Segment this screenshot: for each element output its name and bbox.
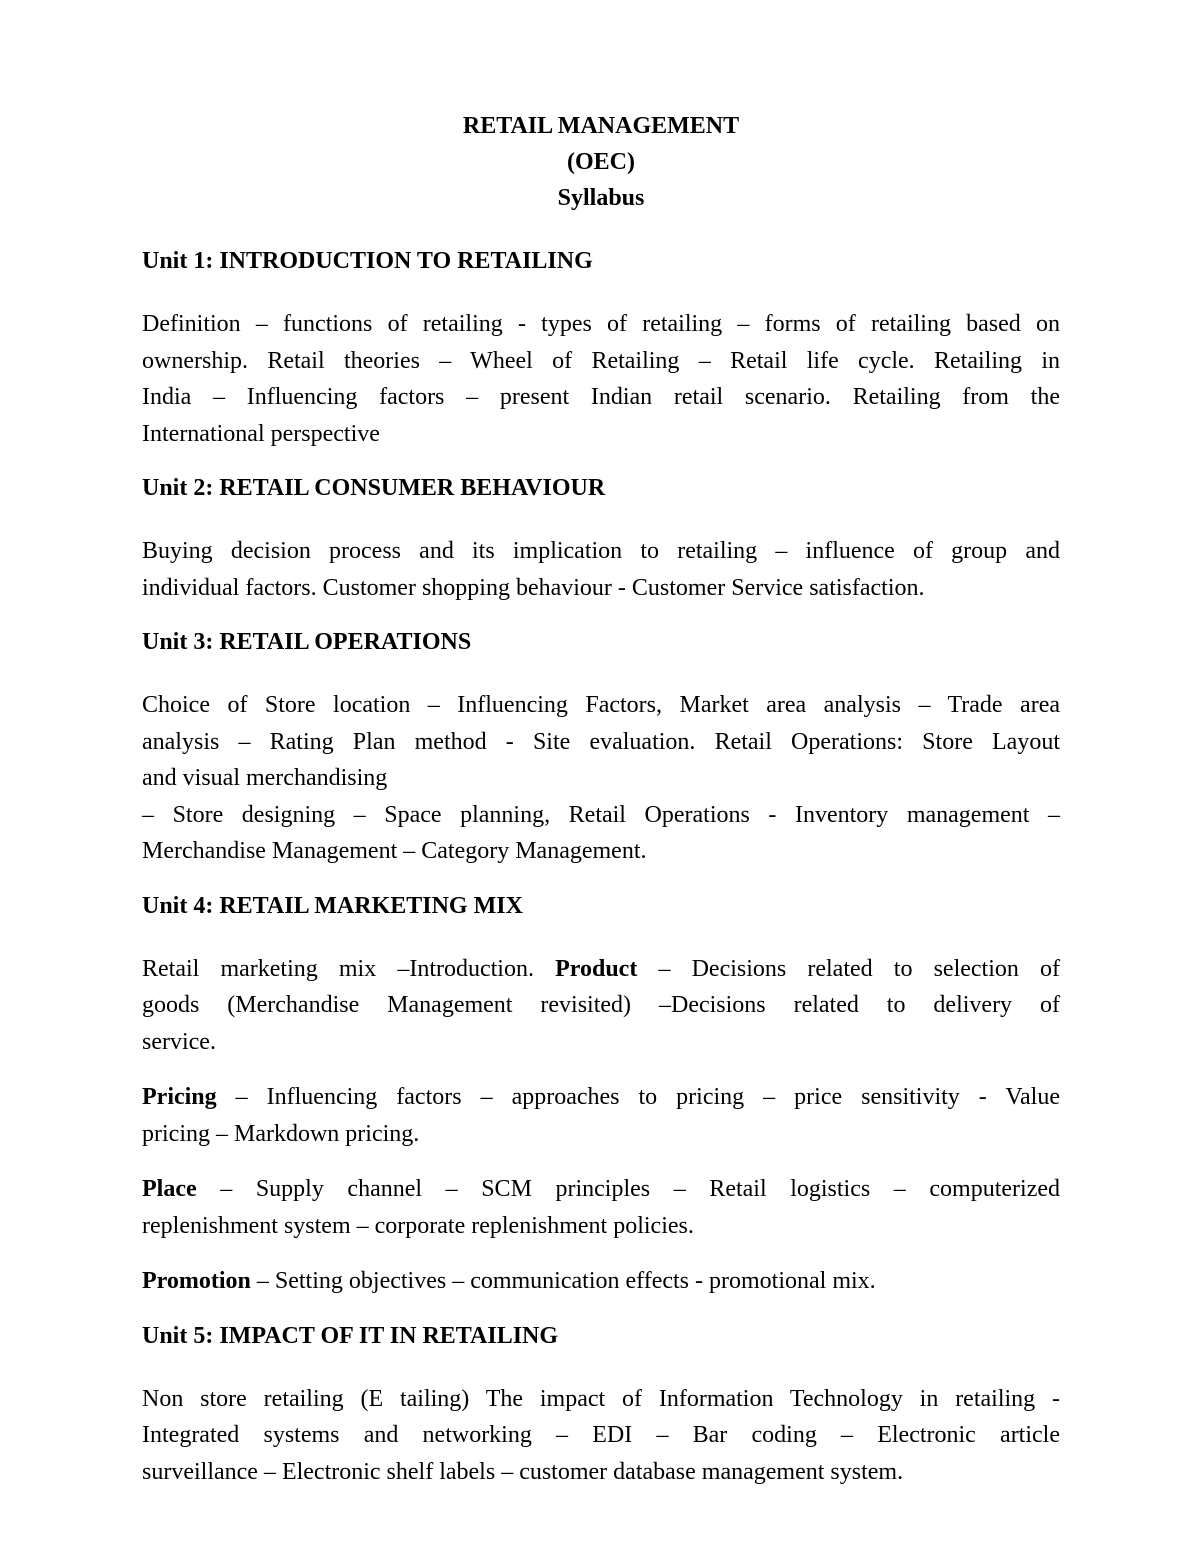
unit-5-line: surveillance – Electronic shelf labels – customer database management system. (142, 1458, 904, 1485)
unit-3-line: and visual merchandising (142, 765, 388, 791)
product-text: – Decisions related to selection of (637, 955, 1060, 982)
unit-5-line: Integrated systems and networking – EDI – Bar coding – Electronic article (142, 1422, 1060, 1448)
unit-3-line: Choice of Store location – Influencing Factors, Market area analysis – Trade area (142, 692, 1060, 718)
unit-3-line: analysis – Rating Plan method - Site evaluation. Retail Operations: Store Layout (142, 728, 1060, 755)
place-text: – Supply channel – SCM principles – Retail logistics – computerized (196, 1176, 1060, 1202)
unit-4-place-line: replenishment system – corporate replenishment policies. (142, 1212, 694, 1239)
unit-1-line: ownership. Retail theories – Wheel of Retailing – Retail life cycle. Retailing in (142, 347, 1060, 374)
pricing-term: Pricing (142, 1084, 217, 1110)
unit-4-heading: Unit 4: RETAIL MARKETING MIX (142, 892, 523, 919)
unit-2-line: individual factors. Customer shopping behaviour - Customer Service satisfaction. (142, 574, 925, 601)
document-header (142, 108, 1060, 216)
promotion-term: Promotion (142, 1268, 251, 1294)
pricing-text: – Influencing factors – approaches to pricing – price sensitivity - Value (216, 1084, 1060, 1110)
unit-4-product-line: goods (Merchandise Management revisited) –Decisions related to delivery of (142, 992, 1060, 1018)
document-page (142, 108, 1060, 1490)
document-subtitle: (OEC) (567, 149, 635, 175)
unit-4-product-line: service. (142, 1028, 216, 1055)
unit-4-pricing-paragraph (142, 1079, 1060, 1152)
unit-1-line: India – Influencing factors – present Indian retail scenario. Retailing from the (142, 384, 1060, 410)
unit-4-place-line (142, 1171, 1060, 1208)
unit-3-line: – Store designing – Space planning, Retail Operations - Inventory management – (142, 801, 1060, 828)
unit-4-promotion-paragraph (142, 1263, 1060, 1300)
unit-2-heading: Unit 2: RETAIL CONSUMER BEHAVIOUR (142, 475, 606, 501)
unit-4-product-paragraph (142, 951, 1060, 1061)
product-term: Product (555, 955, 638, 982)
unit-4-place-paragraph (142, 1171, 1060, 1244)
unit-1-line: International perspective (142, 420, 380, 447)
document-title: RETAIL MANAGEMENT (462, 113, 740, 139)
unit-4-pricing-line (142, 1079, 1060, 1116)
place-term: Place (142, 1176, 197, 1202)
unit-2-paragraph (142, 533, 1060, 606)
unit-2-line: Buying decision process and its implication to retailing – influence of group and (142, 538, 1060, 564)
unit-4-promotion-line (142, 1263, 1060, 1300)
unit-1-heading: Unit 1: INTRODUCTION TO RETAILING (142, 248, 593, 274)
unit-4-pricing-line: pricing – Markdown pricing. (142, 1120, 420, 1147)
unit-3-line: Merchandise Management – Category Management. (142, 838, 647, 864)
unit-3-paragraph (142, 687, 1060, 870)
document-label: Syllabus (557, 185, 645, 211)
promotion-text: – Setting objectives – communication effects - promotional mix. (250, 1268, 876, 1294)
unit-5-line: Non store retailing (E tailing) The impact of Information Technology in retailing - (142, 1385, 1060, 1412)
unit-1-line: Definition – functions of retailing - types of retailing – forms of retailing based on (142, 311, 1060, 337)
unit-1-paragraph (142, 306, 1060, 452)
product-intro-text: Retail marketing mix –Introduction. (142, 955, 556, 982)
unit-5-heading: Unit 5: IMPACT OF IT IN RETAILING (142, 1322, 559, 1349)
unit-5-paragraph (142, 1381, 1060, 1491)
unit-4-product-line (142, 951, 1060, 988)
unit-3-heading: Unit 3: RETAIL OPERATIONS (142, 629, 472, 655)
